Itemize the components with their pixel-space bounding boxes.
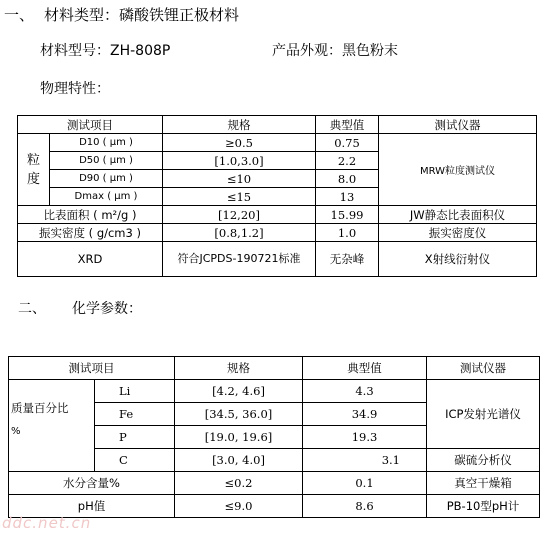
section1-heading [4,4,239,25]
table-row [9,472,540,495]
item-cell: D90 ( μm ) [50,170,163,188]
header-item: 测试项目 [9,357,175,380]
physical-label: 物理特性： [40,81,110,97]
ssa-value-cell: 15.99 [316,206,379,224]
spec-cell: [1.0,3.0] [163,152,316,170]
tap-instrument-cell: 振实密度仪 [379,224,537,242]
particle-instrument-cell: MRW粒度测试仪 [379,134,537,206]
item-cell: D50 ( μm ) [50,152,163,170]
element-cell: C [95,449,175,472]
spec-cell: ≤10 [163,170,316,188]
value-cell: 19.3 [303,426,427,449]
element-cell: Fe [95,403,175,426]
tap-value-cell: 1.0 [316,224,379,242]
mass-percent-unit: % [11,426,21,437]
ssa-spec-cell: [12,20] [163,206,316,224]
element-cell: P [95,426,175,449]
ph-value-cell: 8.6 [303,495,427,518]
spec-cell: [4.2, 4.6] [175,380,303,403]
value-cell: 34.9 [303,403,427,426]
value-cell: 13 [316,188,379,206]
value-cell: 2.2 [316,152,379,170]
table-row [9,380,540,403]
spec-cell: [3.0, 4.0] [175,449,303,472]
particle-size-label [18,134,50,206]
model-label: 材料型号：ZH-808P [40,43,171,59]
section2-title: 化学参数： [72,301,142,317]
section2-heading [18,298,142,318]
table-row [18,224,537,242]
physical-properties-table [17,115,537,277]
moisture-spec-cell: ≤0.2 [175,472,303,495]
section1-number: 一、 [4,6,35,24]
header-spec: 规格 [163,116,316,134]
watermark: ddc.net.cn [2,514,92,532]
header-instrument: 测试仪器 [379,116,537,134]
value-cell: 0.75 [316,134,379,152]
tap-spec-cell: [0.8,1.2] [163,224,316,242]
table-header-row [18,116,537,134]
table-header-row [9,357,540,380]
ph-spec-cell: ≤9.0 [175,495,303,518]
chemical-parameters-table [8,356,540,518]
spec-cell: [34.5, 36.0] [175,403,303,426]
value-cell: 8.0 [316,170,379,188]
header-spec: 规格 [175,357,303,380]
item-cell: Dmax ( μm ) [50,188,163,206]
ph-instrument-cell: PB-10型pH计 [427,495,540,518]
section2-number: 二、 [18,301,46,317]
appearance-label: 产品外观：黑色粉末 [272,43,398,59]
moisture-value-cell: 0.1 [303,472,427,495]
table-row [18,134,537,152]
particle-size-text: 粒 度 [26,152,40,187]
mass-percent-label: 质量百分比 [11,401,69,415]
header-value: 典型值 [316,116,379,134]
header-value: 典型值 [303,357,427,380]
header-instrument: 测试仪器 [427,357,540,380]
element-cell: Li [95,380,175,403]
xrd-value-cell: 无杂峰 [316,242,379,277]
tap-item-cell: 振实密度 ( g/cm3 ) [18,224,163,242]
item-cell: D10 ( μm ) [50,134,163,152]
value-cell: 4.3 [303,380,427,403]
value-cell: 3.1 [303,449,427,472]
ssa-item-cell: 比表面积 ( m²/g ) [18,206,163,224]
spec-cell: ≤15 [163,188,316,206]
xrd-item-cell: XRD [18,242,163,277]
ph-item-cell: pH值 [9,495,175,518]
xrd-instrument-cell: X射线衍射仪 [379,242,537,277]
table-row [18,206,537,224]
xrd-spec-cell: 符合JCPDS-190721标准 [163,242,316,277]
spec-cell: [19.0, 19.6] [175,426,303,449]
moisture-instrument-cell: 真空干燥箱 [427,472,540,495]
ssa-instrument-cell: JW静态比表面积仪 [379,206,537,224]
mass-percent-cell [9,380,95,472]
cs-instrument-cell: 碳硫分析仪 [427,449,540,472]
table-row [18,242,537,277]
spec-cell: ≥0.5 [163,134,316,152]
section1-title: 材料类型：磷酸铁锂正极材料 [44,6,240,24]
header-item: 测试项目 [18,116,163,134]
icp-instrument-cell: ICP发射光谱仪 [427,380,540,449]
moisture-item-cell: 水分含量% [9,472,175,495]
